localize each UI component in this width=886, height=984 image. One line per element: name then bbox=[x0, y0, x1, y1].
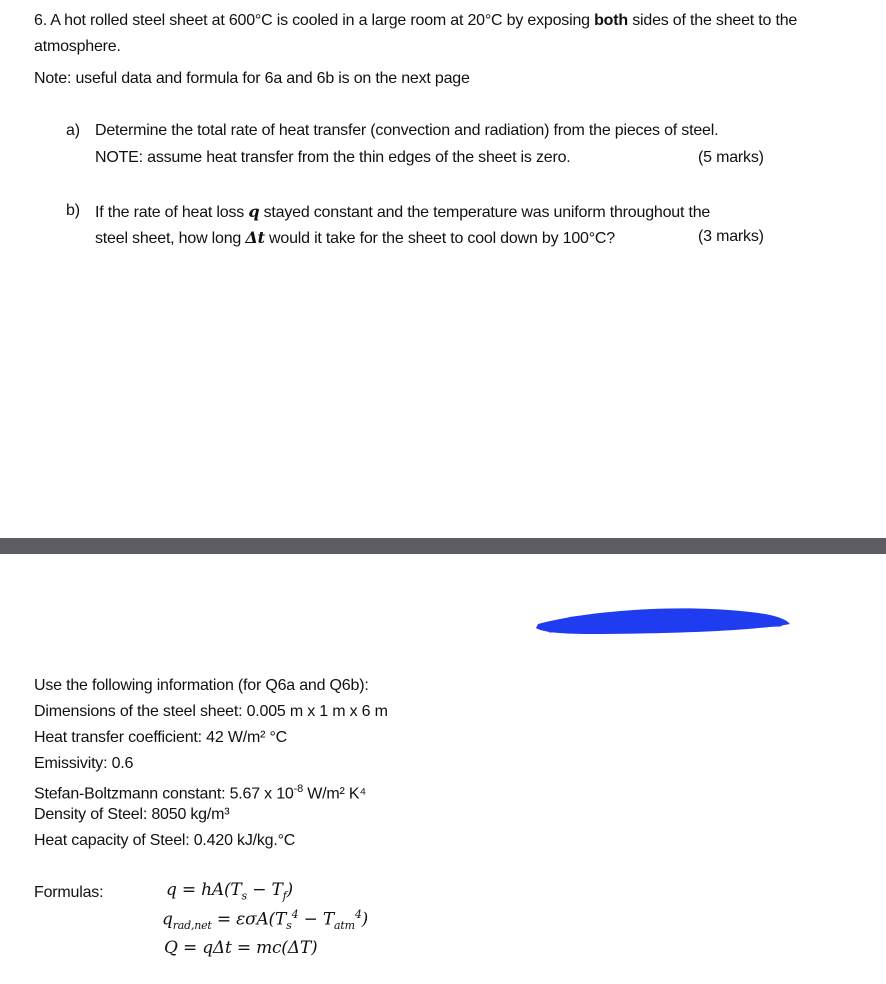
info-heading: Use the following information (for Q6a and Q6b): bbox=[34, 677, 369, 694]
part-b-line2-start: steel sheet, how long bbox=[95, 230, 246, 247]
formulas-label: Formulas: bbox=[34, 884, 104, 901]
part-b-line1-start: If the rate of heat loss bbox=[95, 204, 249, 221]
part-a-line1: Determine the total rate of heat transfer (convection and radiation) from the pieces of steel. bbox=[95, 122, 719, 139]
info-emissivity: Emissivity: 0.6 bbox=[34, 755, 134, 772]
stefan-exponent: -8 bbox=[293, 783, 304, 795]
note-text: Note: useful data and formula for 6a and 6b is on the next page bbox=[34, 70, 470, 87]
part-b-marks: (3 marks) bbox=[698, 228, 764, 245]
part-b-label: b) bbox=[66, 202, 80, 219]
part-a-line2: NOTE: assume heat transfer from the thin edges of the sheet is zero. bbox=[95, 149, 571, 166]
delta-t-symbol: Δt bbox=[245, 228, 265, 247]
part-b-line2-end: would it take for the sheet to cool down by 100°C? bbox=[264, 230, 615, 247]
question-bold-word: both bbox=[594, 12, 628, 29]
part-a-marks: (5 marks) bbox=[698, 149, 764, 166]
part-a-label: a) bbox=[66, 122, 80, 139]
info-stefan bbox=[34, 779, 366, 804]
formula-convection: $q = hA(T_s - T_f)$ bbox=[166, 880, 293, 903]
info-dimensions: Dimensions of the steel sheet: 0.005 m x 1 m x 6 m bbox=[34, 703, 388, 720]
formula-radiation: $q_{rad,net} = \varepsilon\sigma A(T_s^4 - T_{atm}^4)$ bbox=[162, 908, 369, 933]
question-heading bbox=[34, 8, 834, 60]
formula-energy: Q = qΔt = mc(ΔT) bbox=[164, 938, 318, 958]
q-symbol: q bbox=[248, 202, 260, 221]
info-htc: Heat transfer coefficient: 42 W/m² °C bbox=[34, 729, 288, 746]
question-text-start: 6. A hot rolled steel sheet at 600°C is cooled in a large room at 20°C by exposing bbox=[34, 12, 595, 29]
question-text-end: sides of the sheet to the atmosphere. bbox=[34, 12, 798, 55]
info-density: Density of Steel: 8050 kg/m³ bbox=[34, 806, 230, 823]
page-divider bbox=[0, 538, 886, 554]
part-b-line2 bbox=[95, 228, 615, 248]
part-b-line1 bbox=[95, 202, 710, 222]
info-heat-capacity: Heat capacity of Steel: 0.420 kJ/kg.°C bbox=[34, 832, 296, 849]
stefan-units: W/m² K⁴ bbox=[303, 785, 367, 803]
stefan-base: Stefan-Boltzmann constant: 5.67 x 10 bbox=[34, 785, 294, 803]
part-b-line1-end: stayed constant and the temperature was uniform throughout the bbox=[259, 204, 711, 221]
redaction-scribble bbox=[530, 600, 800, 644]
